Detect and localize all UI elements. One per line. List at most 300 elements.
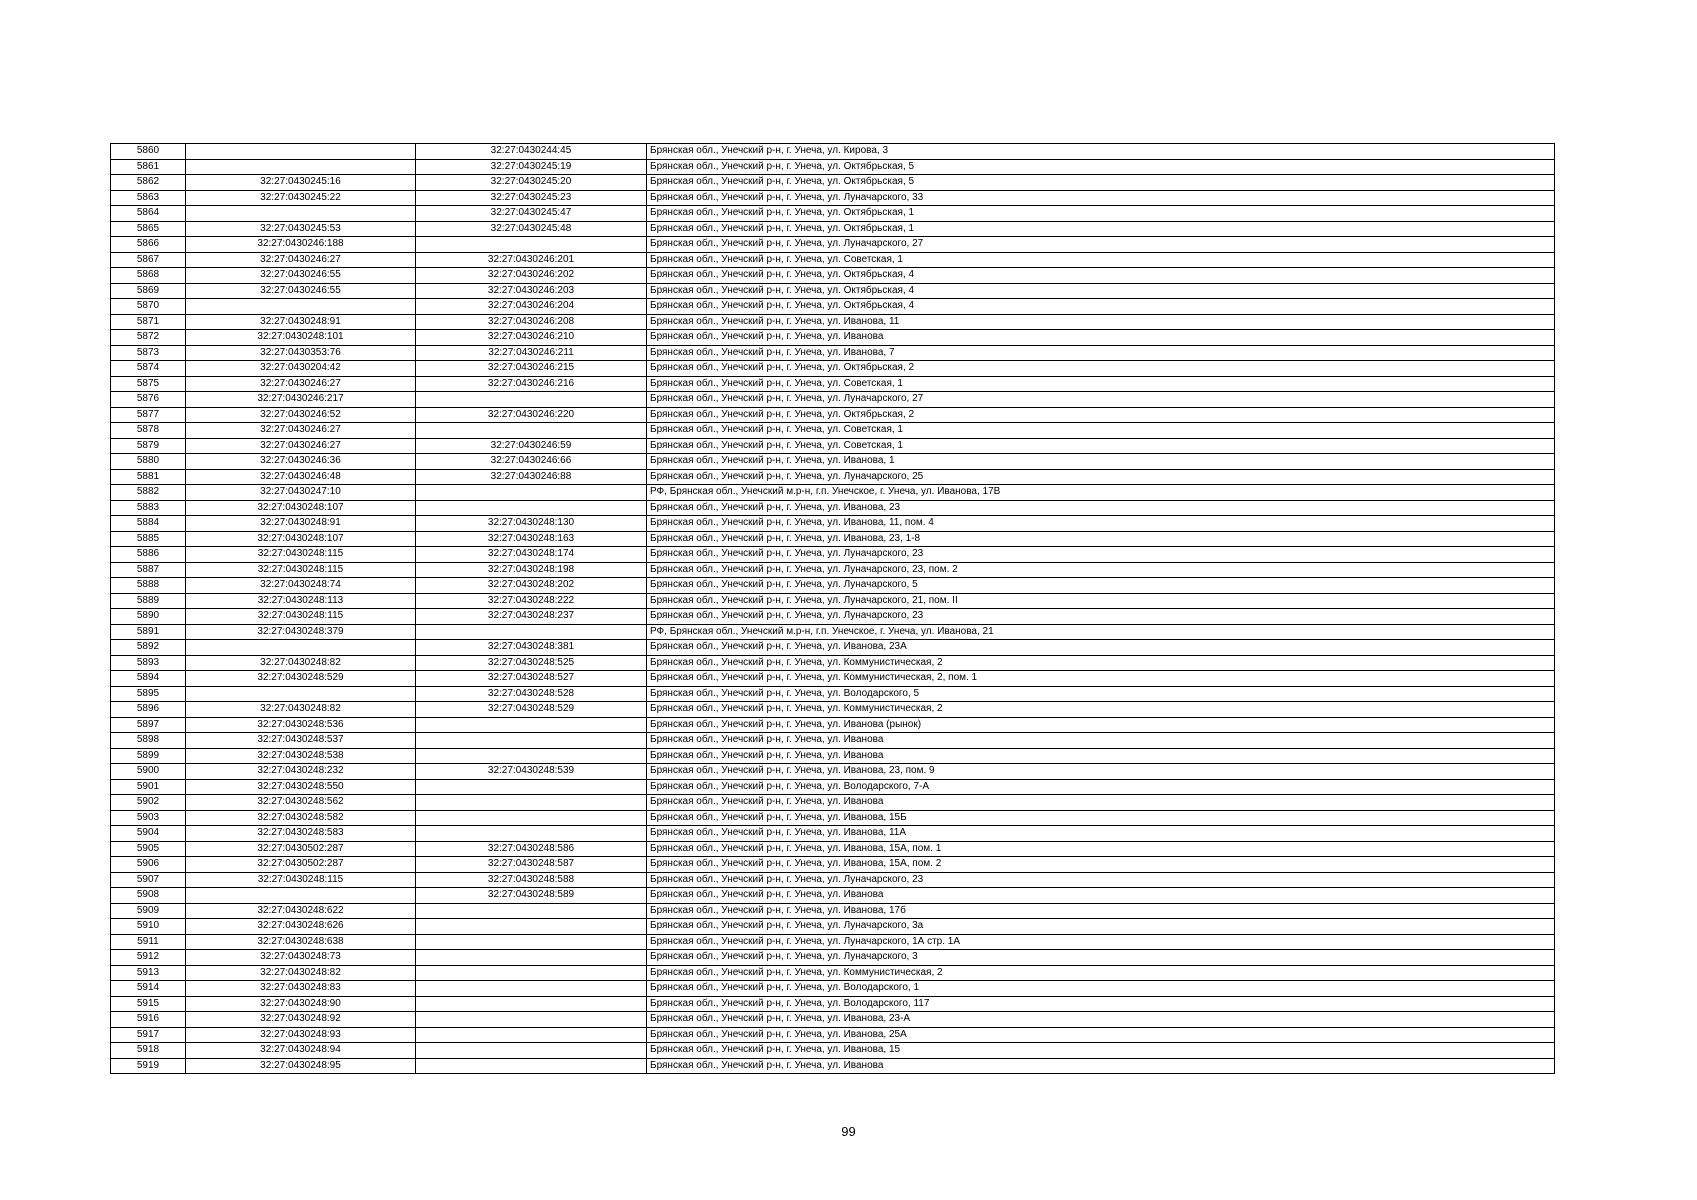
related-cadastral-number-cell: 32:27:0430246:210 [416,330,647,346]
table-row [111,779,1555,795]
cadastral-number-cell: 32:27:0430248:622 [186,903,416,919]
table-row [111,283,1555,299]
row-number-cell: 5873 [111,345,186,361]
related-cadastral-number-cell: 32:27:0430248:587 [416,857,647,873]
related-cadastral-number-cell: 32:27:0430245:48 [416,221,647,237]
table-row [111,206,1555,222]
related-cadastral-number-cell: 32:27:0430248:130 [416,516,647,532]
cadastral-number-cell: 32:27:0430353:76 [186,345,416,361]
related-cadastral-number-cell [416,237,647,253]
address-cell: Брянская обл., Унечский р-н, г. Унеча, ул. Иванова, 15А, пом. 1 [647,841,1555,857]
cadastral-number-cell: 32:27:0430248:94 [186,1043,416,1059]
table-row [111,361,1555,377]
address-cell: Брянская обл., Унечский р-н, г. Унеча, ул. Октябрьская, 4 [647,268,1555,284]
related-cadastral-number-cell: 32:27:0430248:539 [416,764,647,780]
cadastral-number-cell: 32:27:0430246:55 [186,268,416,284]
address-cell: Брянская обл., Унечский р-н, г. Унеча, ул. Октябрьская, 1 [647,206,1555,222]
related-cadastral-number-cell [416,903,647,919]
table-row [111,764,1555,780]
address-cell: Брянская обл., Унечский р-н, г. Унеча, ул. Коммунистическая, 2 [647,702,1555,718]
related-cadastral-number-cell: 32:27:0430246:220 [416,407,647,423]
related-cadastral-number-cell: 32:27:0430248:174 [416,547,647,563]
table-row [111,733,1555,749]
row-number-cell: 5876 [111,392,186,408]
cadastral-number-cell: 32:27:0430245:22 [186,190,416,206]
address-cell: Брянская обл., Унечский р-н, г. Унеча, ул. Иванова [647,330,1555,346]
address-cell: Брянская обл., Унечский р-н, г. Унеча, ул. Луначарского, 23, пом. 2 [647,562,1555,578]
related-cadastral-number-cell [416,826,647,842]
cadastral-number-cell: 32:27:0430248:95 [186,1058,416,1074]
address-cell: Брянская обл., Унечский р-н, г. Унеча, ул. Иванова [647,795,1555,811]
row-number-cell: 5885 [111,531,186,547]
address-cell: Брянская обл., Унечский р-н, г. Унеча, ул. Луначарского, 33 [647,190,1555,206]
row-number-cell: 5899 [111,748,186,764]
cadastral-number-cell: 32:27:0430248:562 [186,795,416,811]
table-row [111,826,1555,842]
address-cell: Брянская обл., Унечский р-н, г. Унеча, ул. Володарского, 7-А [647,779,1555,795]
table-row [111,500,1555,516]
related-cadastral-number-cell: 32:27:0430248:527 [416,671,647,687]
related-cadastral-number-cell [416,779,647,795]
cadastral-number-cell: 32:27:0430248:83 [186,981,416,997]
cadastral-number-cell [186,686,416,702]
address-cell: Брянская обл., Унечский р-н, г. Унеча, ул. Октябрьская, 2 [647,407,1555,423]
cadastral-number-cell: 32:27:0430248:115 [186,609,416,625]
address-cell: Брянская обл., Унечский р-н, г. Унеча, ул. Иванова, 23, 1-8 [647,531,1555,547]
row-number-cell: 5891 [111,624,186,640]
related-cadastral-number-cell [416,1043,647,1059]
cadastral-number-cell: 32:27:0430245:16 [186,175,416,191]
row-number-cell: 5910 [111,919,186,935]
address-cell: Брянская обл., Унечский р-н, г. Унеча, ул. Иванова, 25А [647,1027,1555,1043]
related-cadastral-number-cell [416,748,647,764]
row-number-cell: 5900 [111,764,186,780]
related-cadastral-number-cell: 32:27:0430246:202 [416,268,647,284]
table-row [111,299,1555,315]
row-number-cell: 5889 [111,593,186,609]
cadastral-number-cell [186,299,416,315]
address-cell: Брянская обл., Унечский р-н, г. Унеча, ул. Иванова, 11 [647,314,1555,330]
address-cell: Брянская обл., Унечский р-н, г. Унеча, ул. Иванова, 15 [647,1043,1555,1059]
cadastral-number-cell: 32:27:0430246:27 [186,423,416,439]
address-cell: Брянская обл., Унечский р-н, г. Унеча, ул. Луначарского, 3а [647,919,1555,935]
related-cadastral-number-cell: 32:27:0430244:45 [416,144,647,160]
address-cell: Брянская обл., Унечский р-н, г. Унеча, ул. Луначарского, 3 [647,950,1555,966]
address-cell: Брянская обл., Унечский р-н, г. Унеча, ул. Иванова, 23 [647,500,1555,516]
table-row [111,810,1555,826]
related-cadastral-number-cell [416,423,647,439]
row-number-cell: 5865 [111,221,186,237]
related-cadastral-number-cell [416,934,647,950]
row-number-cell: 5914 [111,981,186,997]
address-cell: Брянская обл., Унечский р-н, г. Унеча, ул. Иванова [647,888,1555,904]
table-row [111,423,1555,439]
address-cell: Брянская обл., Унечский р-н, г. Унеча, ул. Коммунистическая, 2 [647,655,1555,671]
cadastral-number-cell: 32:27:0430502:287 [186,841,416,857]
cadastral-number-cell: 32:27:0430246:217 [186,392,416,408]
row-number-cell: 5903 [111,810,186,826]
cadastral-number-cell: 32:27:0430246:36 [186,454,416,470]
related-cadastral-number-cell: 32:27:0430248:381 [416,640,647,656]
row-number-cell: 5863 [111,190,186,206]
cadastral-number-cell: 32:27:0430246:52 [186,407,416,423]
row-number-cell: 5905 [111,841,186,857]
table-row [111,981,1555,997]
row-number-cell: 5911 [111,934,186,950]
cadastral-number-cell: 32:27:0430248:91 [186,516,416,532]
row-number-cell: 5868 [111,268,186,284]
table-row [111,252,1555,268]
cadastral-number-cell [186,159,416,175]
row-number-cell: 5866 [111,237,186,253]
cadastral-number-cell: 32:27:0430248:93 [186,1027,416,1043]
related-cadastral-number-cell: 32:27:0430248:528 [416,686,647,702]
related-cadastral-number-cell: 32:27:0430246:66 [416,454,647,470]
row-number-cell: 5894 [111,671,186,687]
related-cadastral-number-cell: 32:27:0430246:59 [416,438,647,454]
related-cadastral-number-cell: 32:27:0430246:203 [416,283,647,299]
table-row [111,345,1555,361]
table-row [111,330,1555,346]
row-number-cell: 5879 [111,438,186,454]
table-row [111,314,1555,330]
row-number-cell: 5886 [111,547,186,563]
row-number-cell: 5870 [111,299,186,315]
address-cell: Брянская обл., Унечский р-н, г. Унеча, ул. Иванова, 7 [647,345,1555,361]
related-cadastral-number-cell: 32:27:0430248:237 [416,609,647,625]
row-number-cell: 5887 [111,562,186,578]
related-cadastral-number-cell [416,981,647,997]
address-cell: Брянская обл., Унечский р-н, г. Унеча, ул. Луначарского, 27 [647,392,1555,408]
row-number-cell: 5898 [111,733,186,749]
address-cell: Брянская обл., Унечский р-н, г. Унеча, ул. Володарского, 117 [647,996,1555,1012]
address-cell: РФ, Брянская обл., Унечский м.р-н, г.п. Унечское, г. Унеча, ул. Иванова, 17В [647,485,1555,501]
table-row [111,578,1555,594]
related-cadastral-number-cell: 32:27:0430248:163 [416,531,647,547]
cadastral-number-cell: 32:27:0430248:638 [186,934,416,950]
table-row [111,872,1555,888]
cadastral-number-cell: 32:27:0430248:82 [186,965,416,981]
cadastral-number-cell: 32:27:0430248:115 [186,872,416,888]
table-row [111,159,1555,175]
address-cell: Брянская обл., Унечский р-н, г. Унеча, ул. Иванова, 1 [647,454,1555,470]
row-number-cell: 5890 [111,609,186,625]
table-row [111,221,1555,237]
address-cell: Брянская обл., Унечский р-н, г. Унеча, ул. Володарского, 1 [647,981,1555,997]
cadastral-number-cell: 32:27:0430248:113 [186,593,416,609]
table-row [111,438,1555,454]
table-row [111,175,1555,191]
table-row [111,1058,1555,1074]
row-number-cell: 5867 [111,252,186,268]
cadastral-number-cell: 32:27:0430248:582 [186,810,416,826]
related-cadastral-number-cell: 32:27:0430246:216 [416,376,647,392]
cadastral-number-cell: 32:27:0430248:91 [186,314,416,330]
row-number-cell: 5912 [111,950,186,966]
cadastral-number-cell: 32:27:0430246:188 [186,237,416,253]
cadastral-number-cell: 32:27:0430248:538 [186,748,416,764]
row-number-cell: 5909 [111,903,186,919]
table-row [111,857,1555,873]
related-cadastral-number-cell: 32:27:0430248:588 [416,872,647,888]
table-row [111,934,1555,950]
cadastral-number-cell: 32:27:0430246:27 [186,252,416,268]
table-row [111,748,1555,764]
row-number-cell: 5915 [111,996,186,1012]
cadastral-number-cell: 32:27:0430248:107 [186,500,416,516]
related-cadastral-number-cell [416,624,647,640]
cadastral-number-cell: 32:27:0430248:232 [186,764,416,780]
address-cell: Брянская обл., Унечский р-н, г. Унеча, ул. Коммунистическая, 2 [647,965,1555,981]
row-number-cell: 5918 [111,1043,186,1059]
address-cell: Брянская обл., Унечский р-н, г. Унеча, ул. Иванова, 15А, пом. 2 [647,857,1555,873]
table-row [111,469,1555,485]
related-cadastral-number-cell: 32:27:0430245:23 [416,190,647,206]
table-row [111,841,1555,857]
row-number-cell: 5907 [111,872,186,888]
address-cell: Брянская обл., Унечский р-н, г. Унеча, ул. Иванова, 23, пом. 9 [647,764,1555,780]
address-cell: Брянская обл., Унечский р-н, г. Унеча, ул. Луначарского, 27 [647,237,1555,253]
cadastral-number-cell: 32:27:0430248:107 [186,531,416,547]
table-row [111,702,1555,718]
table-row [111,268,1555,284]
row-number-cell: 5913 [111,965,186,981]
row-number-cell: 5861 [111,159,186,175]
address-cell: Брянская обл., Унечский р-н, г. Унеча, ул. Луначарского, 25 [647,469,1555,485]
cadastral-number-cell: 32:27:0430248:92 [186,1012,416,1028]
cadastral-number-cell: 32:27:0430248:626 [186,919,416,935]
address-cell: Брянская обл., Унечский р-н, г. Унеча, ул. Октябрьская, 5 [647,159,1555,175]
address-cell: Брянская обл., Унечский р-н, г. Унеча, ул. Володарского, 5 [647,686,1555,702]
table-row [111,795,1555,811]
table-row [111,454,1555,470]
table-row [111,531,1555,547]
related-cadastral-number-cell [416,392,647,408]
table-row [111,686,1555,702]
row-number-cell: 5882 [111,485,186,501]
table-row [111,888,1555,904]
related-cadastral-number-cell [416,1012,647,1028]
row-number-cell: 5877 [111,407,186,423]
cadastral-number-cell: 32:27:0430248:115 [186,562,416,578]
row-number-cell: 5906 [111,857,186,873]
address-cell: Брянская обл., Унечский р-н, г. Унеча, ул. Луначарского, 5 [647,578,1555,594]
cadastral-number-cell: 32:27:0430248:82 [186,655,416,671]
row-number-cell: 5875 [111,376,186,392]
related-cadastral-number-cell [416,810,647,826]
address-cell: Брянская обл., Унечский р-н, г. Унеча, ул. Советская, 1 [647,376,1555,392]
related-cadastral-number-cell: 32:27:0430246:215 [416,361,647,377]
cadastral-number-cell: 32:27:0430247:10 [186,485,416,501]
row-number-cell: 5902 [111,795,186,811]
related-cadastral-number-cell [416,733,647,749]
related-cadastral-number-cell [416,500,647,516]
address-cell: Брянская обл., Унечский р-н, г. Унеча, ул. Советская, 1 [647,252,1555,268]
cadastral-number-cell: 32:27:0430248:82 [186,702,416,718]
address-cell: Брянская обл., Унечский р-н, г. Унеча, ул. Иванова [647,1058,1555,1074]
address-cell: РФ, Брянская обл., Унечский м.р-н, г.п. Унечское, г. Унеча, ул. Иванова, 21 [647,624,1555,640]
table-row [111,407,1555,423]
table-row [111,237,1555,253]
address-cell: Брянская обл., Унечский р-н, г. Унеча, ул. Октябрьская, 2 [647,361,1555,377]
cadastral-number-cell: 32:27:0430248:550 [186,779,416,795]
cadastral-number-cell: 32:27:0430246:27 [186,376,416,392]
address-cell: Брянская обл., Унечский р-н, г. Унеча, ул. Октябрьская, 4 [647,299,1555,315]
cadastral-number-cell: 32:27:0430248:529 [186,671,416,687]
row-number-cell: 5860 [111,144,186,160]
related-cadastral-number-cell: 32:27:0430248:586 [416,841,647,857]
table-row [111,144,1555,160]
cadastral-number-cell [186,144,416,160]
address-cell: Брянская обл., Унечский р-н, г. Унеча, ул. Иванова, 23-А [647,1012,1555,1028]
table-row [111,609,1555,625]
address-cell: Брянская обл., Унечский р-н, г. Унеча, ул. Иванова, 23А [647,640,1555,656]
cadastral-number-cell: 32:27:0430246:27 [186,438,416,454]
cadastral-number-cell: 32:27:0430248:115 [186,547,416,563]
cadastral-number-cell: 32:27:0430246:55 [186,283,416,299]
related-cadastral-number-cell [416,1058,647,1074]
table-row [111,950,1555,966]
related-cadastral-number-cell: 32:27:0430248:589 [416,888,647,904]
address-cell: Брянская обл., Унечский р-н, г. Унеча, ул. Кирова, 3 [647,144,1555,160]
address-cell: Брянская обл., Унечский р-н, г. Унеча, ул. Октябрьская, 1 [647,221,1555,237]
row-number-cell: 5864 [111,206,186,222]
related-cadastral-number-cell: 32:27:0430245:19 [416,159,647,175]
address-cell: Брянская обл., Унечский р-н, г. Унеча, ул. Коммунистическая, 2, пом. 1 [647,671,1555,687]
cadastral-number-cell [186,888,416,904]
related-cadastral-number-cell [416,717,647,733]
row-number-cell: 5878 [111,423,186,439]
related-cadastral-number-cell [416,795,647,811]
related-cadastral-number-cell: 32:27:0430246:211 [416,345,647,361]
cadastral-number-cell [186,206,416,222]
related-cadastral-number-cell: 32:27:0430246:208 [416,314,647,330]
address-cell: Брянская обл., Унечский р-н, г. Унеча, ул. Луначарского, 1А стр. 1А [647,934,1555,950]
row-number-cell: 5897 [111,717,186,733]
related-cadastral-number-cell: 32:27:0430246:88 [416,469,647,485]
related-cadastral-number-cell: 32:27:0430245:20 [416,175,647,191]
row-number-cell: 5896 [111,702,186,718]
cadastral-number-cell: 32:27:0430248:379 [186,624,416,640]
table-row [111,562,1555,578]
page-number: 99 [841,1124,856,1139]
row-number-cell: 5883 [111,500,186,516]
address-cell: Брянская обл., Унечский р-н, г. Унеча, ул. Советская, 1 [647,438,1555,454]
address-cell: Брянская обл., Унечский р-н, г. Унеча, ул. Октябрьская, 5 [647,175,1555,191]
table-row [111,624,1555,640]
cadastral-number-cell: 32:27:0430248:583 [186,826,416,842]
table-row [111,593,1555,609]
table-row [111,717,1555,733]
cadastral-number-cell: 32:27:0430248:73 [186,950,416,966]
related-cadastral-number-cell [416,996,647,1012]
row-number-cell: 5917 [111,1027,186,1043]
address-cell: Брянская обл., Унечский р-н, г. Унеча, ул. Луначарского, 21, пом. II [647,593,1555,609]
table-row [111,1043,1555,1059]
cadastral-number-cell: 32:27:0430502:287 [186,857,416,873]
table-row [111,392,1555,408]
related-cadastral-number-cell: 32:27:0430248:525 [416,655,647,671]
address-cell: Брянская обл., Унечский р-н, г. Унеча, ул. Иванова [647,748,1555,764]
related-cadastral-number-cell: 32:27:0430248:222 [416,593,647,609]
row-number-cell: 5904 [111,826,186,842]
related-cadastral-number-cell [416,1027,647,1043]
registry-table [110,143,1555,1074]
related-cadastral-number-cell [416,919,647,935]
cadastral-number-cell: 32:27:0430248:537 [186,733,416,749]
cadastral-number-cell: 32:27:0430204:42 [186,361,416,377]
row-number-cell: 5871 [111,314,186,330]
table-row [111,919,1555,935]
row-number-cell: 5916 [111,1012,186,1028]
cadastral-number-cell: 32:27:0430248:74 [186,578,416,594]
row-number-cell: 5888 [111,578,186,594]
table-row [111,671,1555,687]
table-row [111,547,1555,563]
cadastral-number-cell: 32:27:0430248:90 [186,996,416,1012]
row-number-cell: 5901 [111,779,186,795]
row-number-cell: 5892 [111,640,186,656]
address-cell: Брянская обл., Унечский р-н, г. Унеча, ул. Иванова, 17б [647,903,1555,919]
cadastral-number-cell: 32:27:0430248:536 [186,717,416,733]
table-row [111,965,1555,981]
table-row [111,996,1555,1012]
related-cadastral-number-cell: 32:27:0430248:202 [416,578,647,594]
row-number-cell: 5872 [111,330,186,346]
row-number-cell: 5895 [111,686,186,702]
address-cell: Брянская обл., Унечский р-н, г. Унеча, ул. Луначарского, 23 [647,609,1555,625]
row-number-cell: 5862 [111,175,186,191]
row-number-cell: 5908 [111,888,186,904]
related-cadastral-number-cell [416,965,647,981]
related-cadastral-number-cell: 32:27:0430246:204 [416,299,647,315]
row-number-cell: 5884 [111,516,186,532]
row-number-cell: 5874 [111,361,186,377]
table-row [111,655,1555,671]
row-number-cell: 5881 [111,469,186,485]
related-cadastral-number-cell: 32:27:0430245:47 [416,206,647,222]
row-number-cell: 5869 [111,283,186,299]
address-cell: Брянская обл., Унечский р-н, г. Унеча, ул. Иванова, 11, пом. 4 [647,516,1555,532]
related-cadastral-number-cell: 32:27:0430248:529 [416,702,647,718]
table-row [111,376,1555,392]
address-cell: Брянская обл., Унечский р-н, г. Унеча, ул. Луначарского, 23 [647,547,1555,563]
table-row [111,190,1555,206]
related-cadastral-number-cell: 32:27:0430248:198 [416,562,647,578]
registry-table-body [111,144,1555,1074]
table-row [111,640,1555,656]
table-row [111,485,1555,501]
address-cell: Брянская обл., Унечский р-н, г. Унеча, ул. Иванова [647,733,1555,749]
related-cadastral-number-cell [416,485,647,501]
row-number-cell: 5880 [111,454,186,470]
table-row [111,1012,1555,1028]
address-cell: Брянская обл., Унечский р-н, г. Унеча, ул. Иванова, 11А [647,826,1555,842]
row-number-cell: 5893 [111,655,186,671]
cadastral-number-cell: 32:27:0430248:101 [186,330,416,346]
related-cadastral-number-cell: 32:27:0430246:201 [416,252,647,268]
address-cell: Брянская обл., Унечский р-н, г. Унеча, ул. Иванова, 15Б [647,810,1555,826]
cadastral-number-cell [186,640,416,656]
address-cell: Брянская обл., Унечский р-н, г. Унеча, ул. Советская, 1 [647,423,1555,439]
table-row [111,903,1555,919]
address-cell: Брянская обл., Унечский р-н, г. Унеча, ул. Октябрьская, 4 [647,283,1555,299]
cadastral-number-cell: 32:27:0430246:48 [186,469,416,485]
row-number-cell: 5919 [111,1058,186,1074]
cadastral-number-cell: 32:27:0430245:53 [186,221,416,237]
address-cell: Брянская обл., Унечский р-н, г. Унеча, ул. Луначарского, 23 [647,872,1555,888]
address-cell: Брянская обл., Унечский р-н, г. Унеча, ул. Иванова (рынок) [647,717,1555,733]
